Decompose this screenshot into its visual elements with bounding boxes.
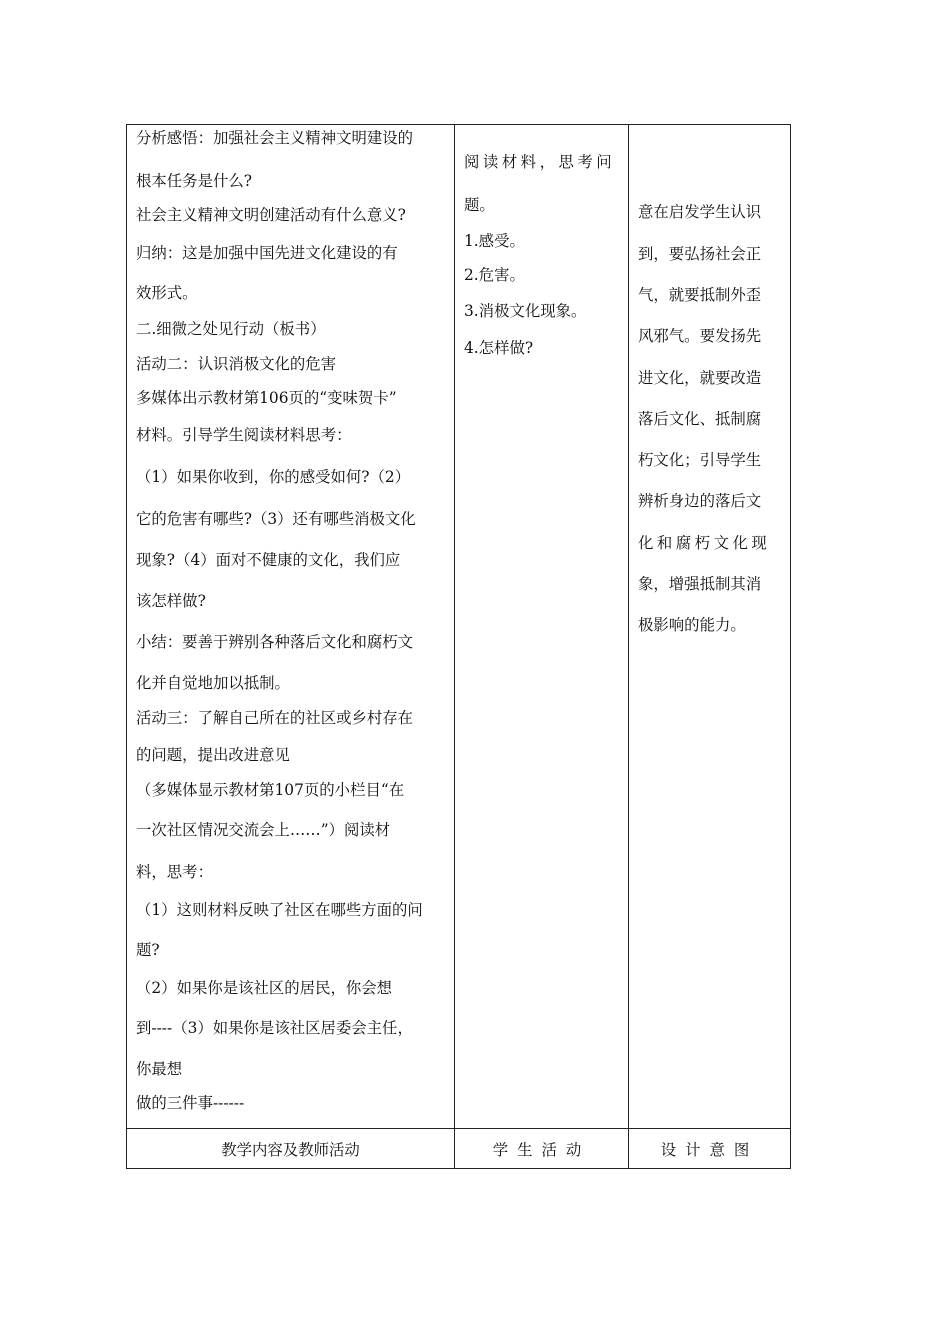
teacher-line: 料，思考： [136, 863, 213, 881]
teacher-line: 多媒体出示教材第106页的“变味贺卡” [136, 389, 397, 407]
student-line: 阅读材料，思考问 [464, 153, 616, 171]
design-line: 意在启发学生认识 [638, 203, 762, 221]
design-line: 化和腐朽文化现 [638, 534, 771, 552]
teacher-line: 活动二：认识消极文化的危害 [136, 355, 337, 373]
teacher-line: 做的三件事------ [136, 1094, 245, 1112]
design-intent-cell [629, 125, 791, 1129]
teacher-line: 根本任务是什么? [136, 172, 252, 190]
teacher-line: 该怎样做? [136, 592, 206, 610]
design-line: 极影响的能力。 [638, 616, 746, 634]
design-line: 风邪气。要发扬先 [638, 327, 762, 345]
teacher-line: （多媒体显示教材第107页的小栏目“在 [136, 781, 405, 799]
student-line: 3.消极文化现象。 [464, 302, 587, 320]
teacher-line: （1）这则材料反映了社区在哪些方面的问 [136, 901, 423, 919]
student-line: 1.感受。 [464, 232, 525, 250]
footer-design-header: 设计意图 [629, 1129, 791, 1169]
teacher-line: 现象?（4）面对不健康的文化，我们应 [136, 551, 401, 569]
design-line: 进文化，就要改造 [638, 369, 762, 387]
teacher-line: 材料。引导学生阅读材料思考： [136, 426, 352, 444]
teacher-line: 分析感悟：加强社会主义精神文明建设的 [136, 129, 414, 147]
teacher-line: （2）如果你是该社区的居民，你会想 [136, 979, 393, 997]
design-line: 象，增强抵制其消 [638, 575, 762, 593]
teacher-line: 活动三：了解自己所在的社区或乡村存在 [136, 709, 414, 727]
teacher-line: 它的危害有哪些?（3）还有哪些消极文化 [136, 510, 416, 528]
teacher-line: 你最想 [136, 1060, 183, 1078]
footer-teacher-header: 教学内容及教师活动 [127, 1129, 455, 1169]
teacher-line: 小结：要善于辨别各种落后文化和腐朽文 [136, 633, 414, 651]
design-line: 辨析身边的落后文 [638, 492, 762, 510]
design-line: 气，就要抵制外歪 [638, 286, 762, 304]
teacher-line: 化并自觉地加以抵制。 [136, 674, 290, 692]
content-row [127, 125, 791, 1129]
teacher-line: 效形式。 [136, 284, 198, 302]
teacher-line: 题? [136, 941, 160, 959]
student-line: 4.怎样做? [464, 339, 534, 357]
teacher-line: 到----（3）如果你是该社区居委会主任， [136, 1019, 413, 1037]
teacher-line: 的问题，提出改进意见 [136, 746, 290, 764]
student-line: 2.危害。 [464, 266, 525, 284]
teacher-line: 归纳：这是加强中国先进文化建设的有 [136, 244, 398, 262]
design-line: 落后文化、抵制腐 [638, 410, 762, 428]
footer-row [127, 1129, 791, 1169]
teacher-line: （1）如果你收到，你的感受如何?（2） [136, 468, 411, 486]
teacher-line: 社会主义精神文明创建活动有什么意义? [136, 206, 406, 224]
design-line: 朽文化；引导学生 [638, 451, 762, 469]
lesson-plan-table [126, 124, 791, 1169]
student-activity-cell [455, 125, 629, 1129]
design-line: 到，要弘扬社会正 [638, 245, 762, 263]
teacher-line: 二.细微之处见行动（板书） [136, 320, 326, 338]
teacher-activity-cell [127, 125, 455, 1129]
footer-student-header: 学生活动 [455, 1129, 629, 1169]
student-line: 题。 [464, 196, 495, 214]
teacher-line: 一次社区情况交流会上……”）阅读材 [136, 821, 391, 839]
